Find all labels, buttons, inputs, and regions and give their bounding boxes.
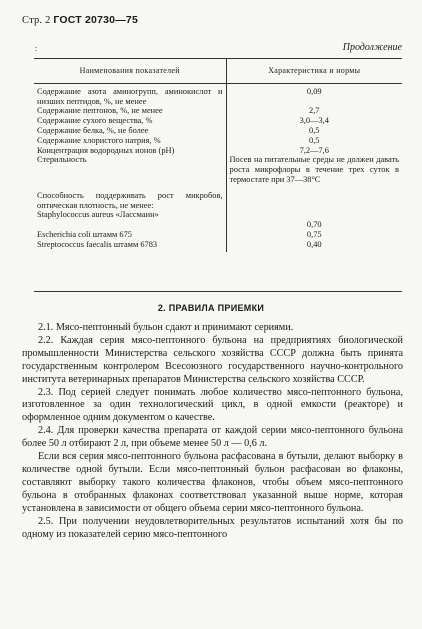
table-row: [34, 126, 402, 136]
indicator-cell: Стерильность: [34, 155, 226, 184]
table-row: [34, 146, 402, 156]
indicator-cell: Способность поддерживать рост микробов, оптическая плотность, не менее:: [34, 185, 226, 211]
norm-cell: 0,70: [306, 220, 322, 230]
table-row: [34, 136, 402, 146]
page-header: [22, 14, 138, 26]
continuation-label: Продолжение: [342, 42, 402, 53]
indicator-cell: Концентрация водородных ионов (pH): [34, 146, 226, 156]
paragraph: 2.4. Для проверки качества препарата от каждой серии мясо-пептонного бульона более 50 л отбирают 2 л, при объеме менее 50 л — 0,6 л.: [22, 425, 403, 450]
table-header-row: [34, 59, 402, 84]
norm-cell: 3,0—3,4: [299, 116, 329, 126]
margin-mark: :: [35, 44, 38, 53]
table-row: [34, 230, 402, 240]
body-text: [22, 322, 403, 541]
page-number: Стр. 2: [22, 15, 51, 26]
norm-cell: Посев на питательные среды не должен давать роста микрофлоры в течение трех суток в термостате при 37—38°С: [229, 155, 399, 184]
norm-cell: 0,5: [309, 135, 320, 145]
indicator-cell: Содержание хлористого натрия, %: [34, 136, 226, 146]
norm-cell: 7,2—7,6: [299, 145, 329, 155]
indicator-cell: Streptococcus faecalis штамм 6783: [34, 240, 226, 252]
table-bottom-rule: [34, 291, 402, 292]
section-title: 2. ПРАВИЛА ПРИЕМКИ: [157, 303, 265, 313]
table-row: [34, 210, 402, 230]
norm-cell: 0,75: [306, 230, 322, 240]
indicator-cell: Staphylococcus aureus «Лассмаин»: [34, 210, 226, 230]
indicator-cell: Содержание пептонов, %, не менее: [34, 106, 226, 116]
standard-number: ГОСТ 20730—75: [53, 14, 138, 26]
paragraph: Если вся серия мясо-пептонного бульона расфасована в бутыли, делают выборку в количестве одной бутыли. Если мясо-пептонный бульон расфасован во флаконы, составляют выборку такого количества флаконов, чтобы объем мясо-пептонного бульона в отобранных флаконах соответствовал указанной выше норме, которая установлена в зависимости от общего объема серии мясо-пептонного бульона.: [22, 451, 403, 514]
table-row: [34, 83, 402, 106]
specification-table: [34, 58, 402, 252]
table-row: [34, 185, 402, 211]
paragraph: 2.2. Каждая серия мясо-пептонного бульона на предприятиях биологической промышленности Министерства сельского хозяйства СССР должна быть принята государственным контролером Всесоюзного государственного научно-контрольного института ветеринарных препаратов Министерства сельского хозяйства СССР.: [22, 334, 403, 385]
table-row: [34, 240, 402, 252]
paragraph: 2.1. Мясо-пептонный бульон сдают и принимают сериями.: [38, 322, 294, 333]
table-row: [34, 106, 402, 116]
paragraph: 2.5. При получении неудовлетворительных результатов испытаний хотя бы по одному из показателей серию мясо-пептонного: [22, 515, 403, 540]
indicator-cell: Escherichia coli штамм 675: [34, 230, 226, 240]
norm-cell: 2,7: [309, 106, 320, 116]
indicator-cell: Содержание белка, %, не более: [34, 126, 226, 136]
norm-cell: 0,40: [306, 239, 322, 249]
indicator-cell: Содержание сухого вещества, %: [34, 116, 226, 126]
norm-cell: 0,5: [309, 125, 320, 135]
column-header-norm: Характеристика и нормы: [226, 59, 402, 84]
norm-cell: [226, 185, 402, 211]
paragraph: 2.3. Под серией следует понимать любое количество мясо-пептонного бульона, изготовленное за один технологический цикл, в одной емкости (реакторе) и оформленное одним документом о качестве.: [22, 386, 403, 424]
norm-cell: 0,09: [306, 86, 322, 96]
indicator-cell: Содержание азота аминогрупп, аминокислот и низших пептидов, %, не менее: [34, 83, 226, 106]
table-row: [34, 155, 402, 184]
table-row: [34, 116, 402, 126]
column-header-indicator: Наименования показателей: [34, 59, 226, 84]
